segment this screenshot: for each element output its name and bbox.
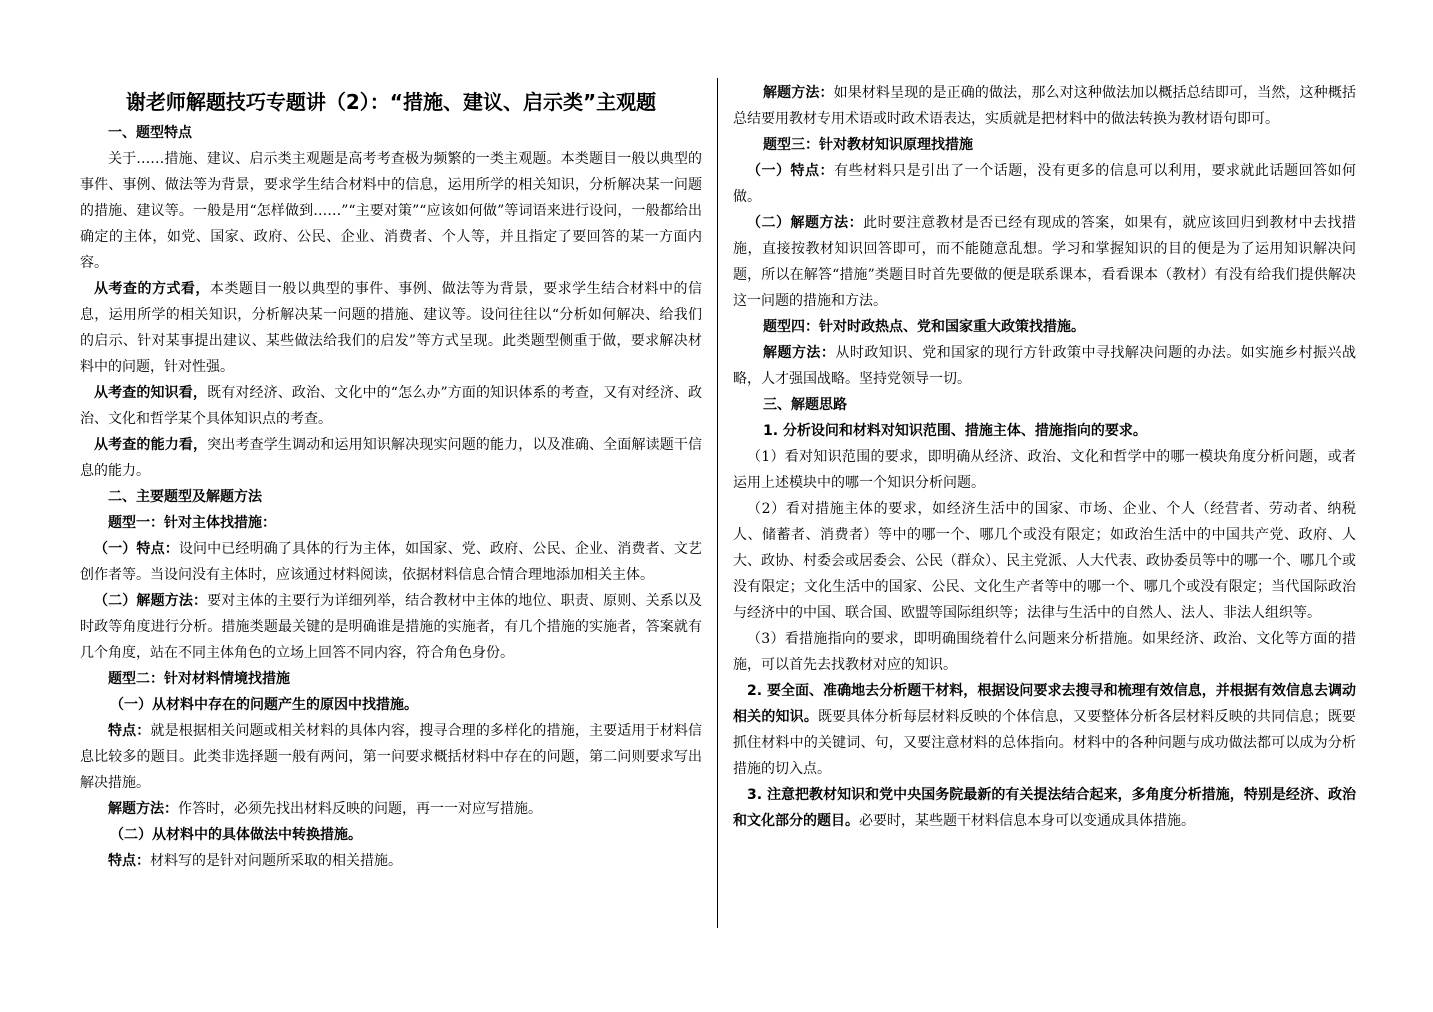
section1-paragraph-1: 关于……措施、建议、启示类主观题是高考考查极为频繁的一类主观题。本类题目一般以典型的事件、事例、做法等为背景，要求学生结合材料中的信息，运用所学的相关知识，分析解决某一问题的措施、建议等。一般是用“怎样做到……”“主要对策”“应该如何做”等词语来进行设问，一般都给出确定的主体，如党、国家、政府、公民、企业、消费者、个人等，并且指定了要回答的某一方面内容。 bbox=[80, 151, 702, 271]
lead-knowledge: 从考查的知识看， bbox=[94, 385, 208, 401]
right-column bbox=[733, 80, 1356, 834]
type4-heading: 题型四：针对时政热点、党和国家重大政策找措施。 bbox=[763, 319, 1085, 335]
type2-sub1-method: 解题方法：作答时，必须先找出材料反映的问题，再一一对应写措施。 bbox=[108, 801, 542, 817]
approach-1-item-3: （3）看措施指向的要求，即明确围绕着什么问题来分析措施。如果经济、政治、文化等方面的措施，可以首先去找教材对应的知识。 bbox=[733, 631, 1356, 673]
type3-features: （一）特点：有些材料只是引出了一个话题，没有更多的信息可以利用，要求就此话题回答如何做。 bbox=[733, 163, 1357, 205]
document-title: 谢老师解题技巧专题讲（2）：“措施、建议、启示类”主观题 bbox=[125, 90, 657, 114]
type1-heading: 题型一：针对主体找措施： bbox=[108, 515, 276, 531]
left-column bbox=[80, 80, 702, 874]
type2-sub2-features: 特点：材料写的是针对问题所采取的相关措施。 bbox=[108, 853, 402, 869]
type1-features: （一）特点：设问中已经明确了具体的行为主体，如国家、党、政府、公民、企业、消费者、文艺创作者等。当设问没有主体时，应该通过材料阅读，依据材料信息合情合理地添加相关主体。 bbox=[80, 541, 702, 583]
type1-method: （二）解题方法：要对主体的主要行为详细列举，结合教材中主体的地位、职责、原则、关系以及时政等角度进行分析。措施类题最关键的是明确谁是措施的实施者，有几个措施的实施者，答案就有几个角度，站在不同主体角色的立场上回答不同内容，符合角色身份。 bbox=[80, 593, 703, 661]
section-heading-3: 三、解题思路 bbox=[763, 397, 847, 413]
approach-1-item-1: （1）看对知识范围的要求，即明确从经济、政治、文化和哲学中的哪一模块角度分析问题，或者运用上述模块中的哪一个知识分析问题。 bbox=[733, 449, 1356, 491]
approach-2: 2. 要全面、准确地去分析题干材料，根据设问要求去搜寻和梳理有效信息，并根据有效信息去调动相关的知识。既要具体分析每层材料反映的个体信息，又要整体分析各层材料反映的共同信息；既要抓住材料中的关键词、句，又要注意材料的总体指向。材料中的各种问题与成功做法都可以成为分析措施的切入点。 bbox=[733, 683, 1357, 777]
type2-sub1-heading: （一）从材料中存在的问题产生的原因中找措施。 bbox=[110, 697, 418, 713]
approach-3: 3. 注意把教材知识和党中央国务院最新的有关提法结合起来，多角度分析措施，特别是经济、政治和文化部分的题目。必要时，某些题干材料信息本身可以变通成具体措施。 bbox=[733, 787, 1356, 829]
column-divider bbox=[717, 78, 718, 928]
section1-paragraph-3: 从考查的知识看，既有对经济、政治、文化中的“怎么办”方面的知识体系的考查，又有对经济、政治、文化和哲学某个具体知识点的考查。 bbox=[80, 385, 703, 427]
section1-paragraph-4: 从考查的能力看，突出考查学生调动和运用知识解决现实问题的能力，以及准确、全面解读题干信息的能力。 bbox=[80, 437, 703, 479]
type2-sub1-features: 特点：就是根据相关问题或相关材料的具体内容，搜寻合理的多样化的措施，主要适用于材料信息比较多的题目。此类非选择题一般有两问，第一问要求概括材料中存在的问题，第二问则要求写出解决措施。 bbox=[80, 723, 703, 791]
type2-sub2-method: 解题方法：如果材料呈现的是正确的做法，那么对这种做法加以概括总结即可，当然，这种概括总结要用教材专用术语或时政术语表达，实质就是把材料中的做法转换为教材语句即可。 bbox=[733, 85, 1357, 127]
section-heading-2: 二、主要题型及解题方法 bbox=[108, 489, 262, 505]
approach-1-item-2: （2）看对措施主体的要求，如经济生活中的国家、市场、企业、个人（经营者、劳动者、纳税人、储蓄者、消费者）等中的哪一个、哪几个或没有限定；如政治生活中的中国共产党、政府、人大、政协、村委会或居委会、公民（群众）、民主党派、人大代表、政协委员等中的哪一个、哪几个或没有限定；文化生活中的国家、公民、文化生产者等中的哪一个、哪几个或没有限定；当代国际政治与经济中的中国、联合国、欧盟等国际组织等；法律与生活中的自然人、法人、非法人组织等。 bbox=[733, 501, 1356, 621]
type2-sub2-heading: （二）从材料中的具体做法中转换措施。 bbox=[110, 827, 362, 843]
type3-heading: 题型三：针对教材知识原理找措施 bbox=[763, 137, 973, 153]
lead-ability: 从考查的能力看， bbox=[94, 437, 208, 453]
section1-paragraph-2: 从考查的方式看，本类题目一般以典型的事件、事例、做法等为背景，要求学生结合材料中的信息，运用所学的相关知识，分析解决某一问题的措施、建议等。设问往往以“分析如何解决、给我们的启示、针对某事提出建议、某些做法给我们的启发”等方式呈现。此类题型侧重于做，要求解决材料中的问题，针对性强。 bbox=[80, 281, 703, 375]
section-heading-1: 一、题型特点 bbox=[108, 125, 192, 141]
type4-method: 解题方法：从时政知识、党和国家的现行方针政策中寻找解决问题的办法。如实施乡村振兴战略，人才强国战略。坚持党领导一切。 bbox=[733, 345, 1356, 387]
type3-method: （二）解题方法：此时要注意教材是否已经有现成的答案，如果有，就应该回归到教材中去找措施，直接按教材知识回答即可，而不能随意乱想。学习和掌握知识的目的便是为了运用知识解决问题，所以在解答“措施”类题目时首先要做的便是联系课本，看看课本（教材）有没有给我们提供解决这一问题的措施和方法。 bbox=[733, 215, 1357, 309]
lead-method: 从考查的方式看， bbox=[94, 281, 210, 297]
type2-heading: 题型二：针对材料情境找措施 bbox=[108, 671, 290, 687]
approach-1-heading: 1. 分析设问和材料对知识范围、措施主体、措施指向的要求。 bbox=[763, 423, 1147, 439]
